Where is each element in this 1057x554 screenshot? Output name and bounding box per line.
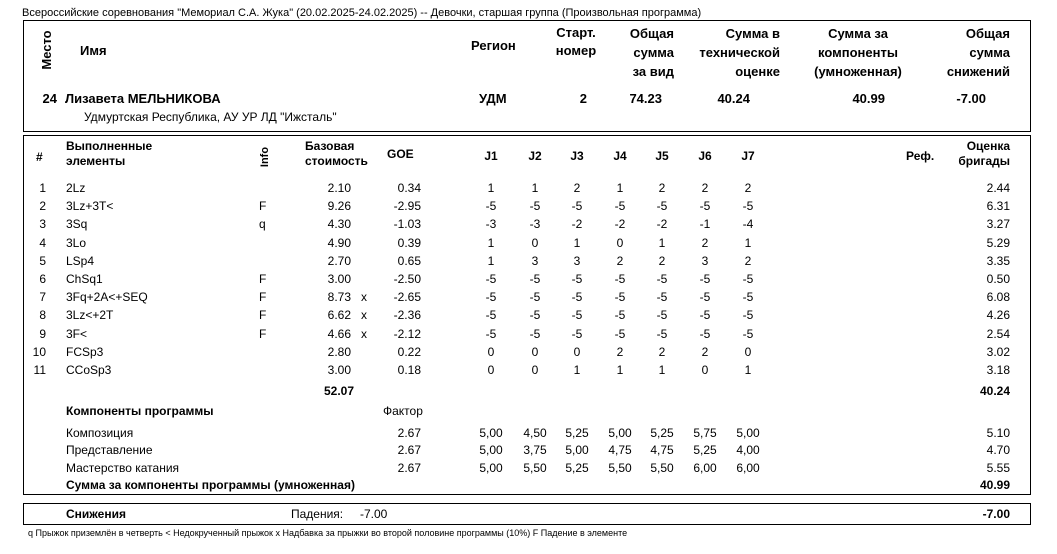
judge-header-6: J6 [698, 149, 712, 163]
element-judge-6: 3 [701, 254, 709, 268]
element-num: 8 [39, 308, 46, 322]
element-score: 3.27 [986, 217, 1010, 231]
start-no-label-line1: Старт. [556, 25, 596, 40]
component-judge-1: 5,00 [479, 426, 503, 440]
element-judge-1: 1 [487, 181, 495, 195]
element-judge-2: -5 [529, 290, 541, 304]
element-judge-5: -5 [656, 290, 668, 304]
component-judge-3: 5,00 [565, 443, 589, 457]
element-judge-5: 2 [658, 181, 666, 195]
component-judge-4: 5,00 [608, 426, 632, 440]
base-header-line2: стоимость [305, 154, 368, 168]
element-score: 6.08 [986, 290, 1010, 304]
element-bonus-mark: x [361, 327, 367, 341]
element-judge-5: 1 [658, 236, 666, 250]
element-goe: 0.34 [397, 181, 421, 195]
element-base: 2.70 [327, 254, 351, 268]
element-judge-4: 2 [616, 345, 624, 359]
element-judge-2: -5 [529, 272, 541, 286]
element-num: 3 [39, 217, 46, 231]
element-score: 6.31 [986, 199, 1010, 213]
element-info: F [259, 290, 267, 304]
component-judge-1: 5,00 [479, 461, 503, 475]
element-judge-3: 2 [573, 181, 581, 195]
num-header: # [36, 150, 43, 164]
element-base: 3.00 [327, 272, 351, 286]
element-judge-2: 3 [531, 254, 539, 268]
element-judge-7: 2 [744, 181, 752, 195]
total-label-line3: за вид [632, 64, 674, 79]
element-info: q [259, 217, 266, 231]
component-judge-5: 4,75 [650, 443, 674, 457]
element-judge-2: 0 [531, 345, 539, 359]
elements-header-line1: Выполненные [66, 139, 153, 153]
element-name: 3Lz+3T< [66, 199, 114, 213]
element-judge-3: 3 [573, 254, 581, 268]
element-base: 3.00 [327, 363, 351, 377]
falls-value: -7.00 [360, 507, 388, 521]
element-judge-7: -5 [742, 272, 754, 286]
info-header: Info [259, 146, 271, 168]
component-judge-6: 6,00 [693, 461, 717, 475]
element-num: 4 [39, 236, 46, 250]
element-num: 11 [33, 363, 46, 377]
score-header-line1: Оценка [966, 139, 1010, 153]
element-num: 5 [39, 254, 46, 268]
element-name: ChSq1 [66, 272, 103, 286]
tes-label-line2: технической [699, 45, 780, 60]
element-judge-2: -3 [529, 217, 541, 231]
element-judge-5: -5 [656, 199, 668, 213]
element-num: 10 [32, 345, 46, 359]
element-judge-4: 0 [616, 236, 624, 250]
element-judge-5: 2 [658, 345, 666, 359]
element-judge-7: 2 [744, 254, 752, 268]
base-total: 52.07 [323, 384, 354, 398]
component-judge-5: 5,25 [650, 426, 674, 440]
element-info: F [259, 308, 267, 322]
element-goe: 0.22 [397, 345, 421, 359]
component-judge-2: 4,50 [523, 426, 547, 440]
element-judge-3: -5 [571, 308, 583, 322]
judge-header-2: J2 [528, 149, 542, 163]
tes-label-line3: оценке [735, 64, 780, 79]
element-judge-5: -5 [656, 327, 668, 341]
element-judge-1: 0 [487, 363, 495, 377]
component-score: 4.70 [986, 443, 1010, 457]
element-judge-4: -5 [614, 272, 626, 286]
tes-total: 40.24 [979, 384, 1010, 398]
element-judge-4: -5 [614, 308, 626, 322]
component-judge-7: 4,00 [736, 443, 760, 457]
element-base: 4.90 [327, 236, 351, 250]
element-name: 3F< [66, 327, 88, 341]
element-judge-1: -5 [485, 308, 497, 322]
base-header [305, 139, 368, 169]
name-label: Имя [80, 43, 107, 58]
start-no-label [546, 24, 606, 60]
skater-deductions: -7.00 [956, 91, 986, 106]
tes-label-line1: Сумма в [725, 26, 780, 41]
place-label: Место [39, 30, 54, 70]
element-score: 2.44 [986, 181, 1010, 195]
element-judge-7: -5 [742, 199, 754, 213]
element-name: LSp4 [66, 254, 95, 268]
element-name: FCSp3 [66, 345, 104, 359]
goe-header: GOE [387, 147, 414, 161]
element-judge-3: -5 [571, 290, 583, 304]
element-judge-1: -5 [485, 290, 497, 304]
element-score: 4.26 [986, 308, 1010, 322]
element-judge-3: -5 [571, 199, 583, 213]
element-base: 2.80 [327, 345, 351, 359]
element-judge-6: 2 [701, 181, 709, 195]
element-score: 0.50 [986, 272, 1010, 286]
judge-header-1: J1 [484, 149, 498, 163]
tes-label [680, 24, 780, 81]
element-judge-7: 1 [744, 236, 752, 250]
element-goe: -2.36 [393, 308, 421, 322]
element-judge-7: -4 [742, 217, 754, 231]
pcs-label-line3: (умноженная) [814, 64, 902, 79]
element-judge-2: -5 [529, 199, 541, 213]
total-label-line1: Общая [629, 26, 674, 41]
element-judge-4: -5 [614, 327, 626, 341]
element-judge-1: 1 [487, 254, 495, 268]
component-judge-6: 5,75 [693, 426, 717, 440]
skater-pcs: 40.99 [852, 91, 885, 106]
element-judge-4: -5 [614, 199, 626, 213]
element-name: 2Lz [66, 181, 86, 195]
element-goe: -2.65 [393, 290, 421, 304]
element-judge-1: -3 [485, 217, 497, 231]
start-no-label-line2: номер [555, 43, 597, 58]
deductions-label: Снижения [66, 507, 126, 521]
element-goe: 0.39 [397, 236, 421, 250]
element-base: 4.66 [327, 327, 351, 341]
score-header [940, 139, 1010, 169]
element-judge-1: 1 [487, 236, 495, 250]
skater-tes: 40.24 [717, 91, 750, 106]
element-base: 6.62 [327, 308, 351, 322]
pcs-label-line1: Сумма за [828, 26, 888, 41]
element-num: 7 [39, 290, 46, 304]
element-judge-3: 1 [573, 363, 581, 377]
element-judge-2: 1 [531, 181, 539, 195]
skater-start-no: 2 [579, 91, 587, 106]
deductions-total: -7.00 [982, 507, 1010, 521]
element-judge-3: 1 [573, 236, 581, 250]
pcs-label [806, 24, 910, 81]
judge-header-3: J3 [570, 149, 584, 163]
element-judge-5: -2 [656, 217, 668, 231]
element-judge-6: 2 [701, 345, 709, 359]
element-judge-2: 0 [531, 363, 539, 377]
element-judge-2: -5 [529, 308, 541, 322]
element-score: 5.29 [986, 236, 1010, 250]
element-info: F [259, 272, 267, 286]
component-judge-4: 5,50 [608, 461, 632, 475]
skater-name: Лизавета МЕЛЬНИКОВА [65, 91, 221, 106]
component-judge-3: 5,25 [565, 426, 589, 440]
element-judge-5: 1 [658, 363, 666, 377]
element-judge-7: -5 [742, 308, 754, 322]
element-bonus-mark: x [361, 308, 367, 322]
element-score: 3.35 [986, 254, 1010, 268]
element-judge-1: -5 [485, 327, 497, 341]
element-judge-6: 2 [701, 236, 709, 250]
component-factor: 2.67 [397, 461, 421, 475]
ded-label-line3: снижений [946, 64, 1010, 79]
element-num: 6 [39, 272, 46, 286]
element-judge-7: -5 [742, 327, 754, 341]
component-judge-6: 5,25 [693, 443, 717, 457]
element-bonus-mark: x [361, 290, 367, 304]
event-title: Всероссийские соревнования "Мемориал С.А. Жука" (20.02.2025-24.02.2025) -- Девочки, старшая группа (Произвольная программа) [22, 7, 702, 19]
element-judge-7: -5 [742, 290, 754, 304]
element-judge-6: -5 [699, 308, 711, 322]
judge-header-7: J7 [741, 149, 755, 163]
component-factor: 2.67 [397, 426, 421, 440]
element-judge-4: 1 [616, 181, 624, 195]
deductions-box [23, 503, 1031, 525]
component-judge-1: 5,00 [479, 443, 503, 457]
element-base: 8.73 [327, 290, 351, 304]
element-goe: -1.03 [393, 217, 421, 231]
ref-header: Реф. [906, 149, 935, 163]
element-base: 9.26 [327, 199, 351, 213]
element-judge-1: 0 [487, 345, 495, 359]
component-name: Композиция [66, 426, 134, 440]
element-judge-3: -5 [571, 327, 583, 341]
element-goe: 0.18 [397, 363, 421, 377]
element-judge-6: -5 [699, 199, 711, 213]
element-judge-2: -5 [529, 327, 541, 341]
component-judge-2: 5,50 [523, 461, 547, 475]
element-judge-3: -5 [571, 272, 583, 286]
element-goe: 0.65 [397, 254, 421, 268]
element-judge-6: -5 [699, 290, 711, 304]
element-judge-3: -2 [571, 217, 583, 231]
component-judge-5: 5,50 [650, 461, 674, 475]
element-judge-4: -5 [614, 290, 626, 304]
ded-label-line2: сумма [969, 45, 1010, 60]
component-factor: 2.67 [397, 443, 421, 457]
components-total: 40.99 [979, 478, 1010, 492]
element-judge-7: 0 [744, 345, 752, 359]
element-score: 3.02 [986, 345, 1010, 359]
element-judge-6: 0 [701, 363, 709, 377]
element-score: 2.54 [986, 327, 1010, 341]
component-score: 5.10 [986, 426, 1010, 440]
element-judge-2: 0 [531, 236, 539, 250]
element-judge-7: 1 [744, 363, 752, 377]
pcs-label-line2: компоненты [818, 45, 898, 60]
total-label [610, 24, 674, 81]
element-base: 2.10 [327, 181, 351, 195]
legend: q Прыжок приземлён в четверть < Недокрученный прыжок x Надбавка за прыжки во второй половине программы (10%) F Падение в элементе [28, 528, 628, 538]
element-judge-4: 2 [616, 254, 624, 268]
element-name: 3Lz<+2T [66, 308, 114, 322]
judge-header-5: J5 [655, 149, 669, 163]
factor-label: Фактор [383, 404, 423, 418]
judge-header-4: J4 [613, 149, 627, 163]
component-judge-2: 3,75 [523, 443, 547, 457]
component-name: Мастерство катания [66, 461, 180, 475]
element-name: 3Lo [66, 236, 87, 250]
element-judge-5: -5 [656, 308, 668, 322]
ded-label [930, 24, 1010, 81]
element-goe: -2.50 [393, 272, 421, 286]
elements-header [66, 139, 152, 169]
element-judge-4: -2 [614, 217, 626, 231]
element-judge-5: 2 [658, 254, 666, 268]
element-info: F [259, 199, 267, 213]
element-judge-6: -5 [699, 272, 711, 286]
element-score: 3.18 [986, 363, 1010, 377]
region-label: Регион [471, 38, 516, 53]
skater-place: 24 [42, 91, 57, 106]
element-judge-6: -1 [699, 217, 711, 231]
element-judge-6: -5 [699, 327, 711, 341]
component-score: 5.55 [986, 461, 1010, 475]
components-total-label: Сумма за компоненты программы (умноженная) [66, 478, 355, 492]
element-judge-4: 1 [616, 363, 624, 377]
element-num: 9 [39, 327, 46, 341]
element-info: F [259, 327, 267, 341]
skater-club: Удмуртская Республика, АУ УР ЛД "Ижсталь" [84, 110, 337, 124]
element-name: 3Sq [66, 217, 88, 231]
skater-total: 74.23 [629, 91, 662, 106]
element-judge-5: -5 [656, 272, 668, 286]
score-header-line2: бригады [958, 154, 1010, 168]
element-judge-3: 0 [573, 345, 581, 359]
elements-header-line2: элементы [66, 154, 126, 168]
component-judge-4: 4,75 [608, 443, 632, 457]
component-judge-7: 6,00 [736, 461, 760, 475]
element-goe: -2.95 [393, 199, 421, 213]
falls-label: Падения: [291, 507, 344, 521]
components-title: Компоненты программы [66, 404, 214, 418]
element-name: 3Fq+2A<+SEQ [66, 290, 148, 304]
component-name: Представление [66, 443, 153, 457]
element-name: CCoSp3 [66, 363, 112, 377]
total-label-line2: сумма [633, 45, 674, 60]
ded-label-line1: Общая [965, 26, 1010, 41]
element-judge-1: -5 [485, 272, 497, 286]
element-num: 2 [39, 199, 46, 213]
skater-region: УДМ [479, 91, 507, 106]
element-judge-1: -5 [485, 199, 497, 213]
component-judge-7: 5,00 [736, 426, 760, 440]
element-goe: -2.12 [393, 327, 421, 341]
element-base: 4.30 [327, 217, 351, 231]
element-num: 1 [39, 181, 46, 195]
component-judge-3: 5,25 [565, 461, 589, 475]
base-header-line1: Базовая [305, 139, 355, 153]
